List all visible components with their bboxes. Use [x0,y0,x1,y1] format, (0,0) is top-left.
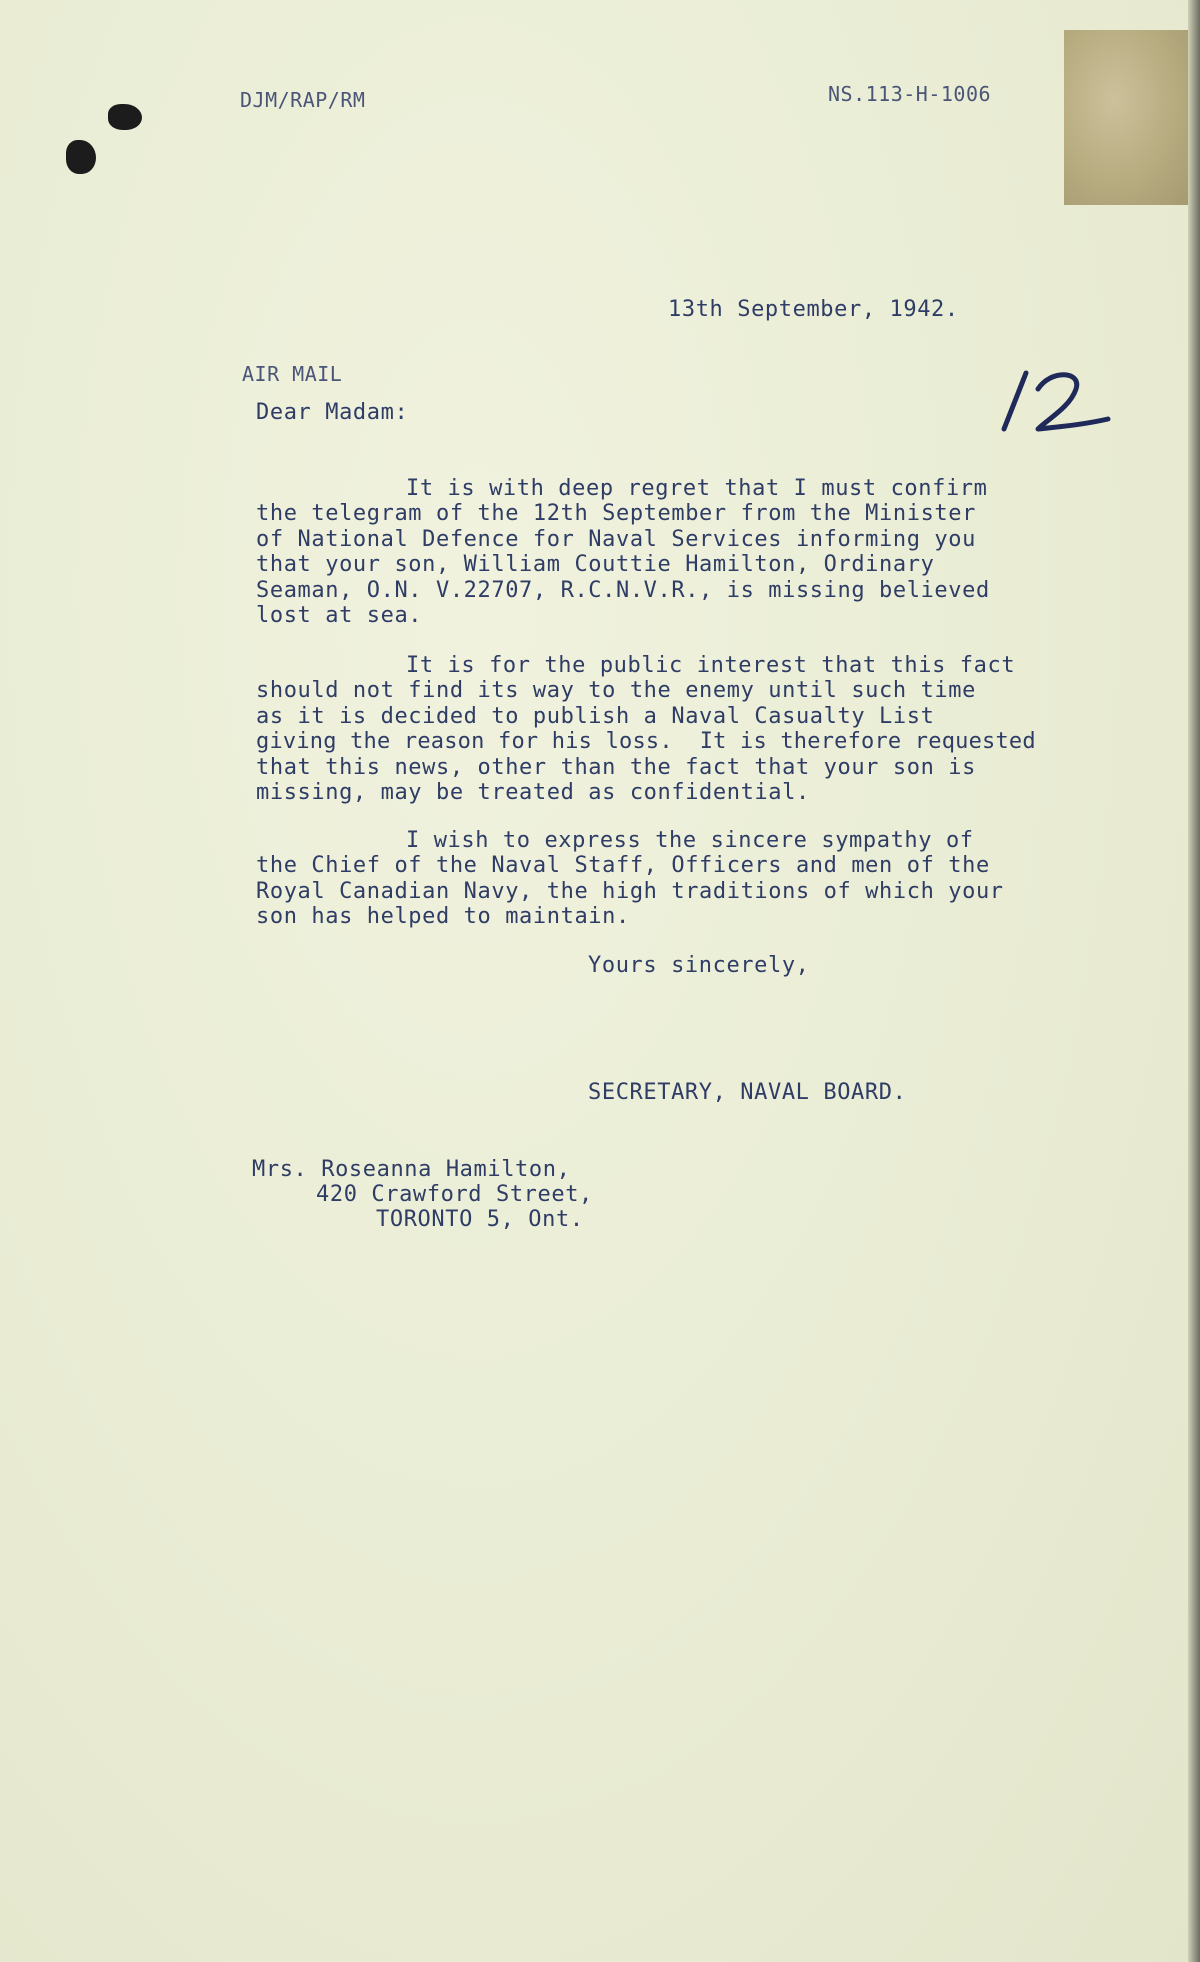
paper-stain [1064,30,1190,205]
paragraph-line: the Chief of the Naval Staff, Officers and men of the [256,853,990,879]
paragraph-line: that your son, William Couttie Hamilton, Ordinary [256,552,935,578]
paragraph-line: lost at sea. [256,603,423,629]
paragraph-line: I wish to express the sincere sympathy of [406,828,974,853]
signatory: SECRETARY, NAVAL BOARD. [588,1080,907,1105]
paragraph-line: It is with deep regret that I must confirm [406,476,988,501]
handwritten-mark-image [996,355,1116,445]
paragraph-line: the telegram of the 12th September from the Minister [256,501,976,527]
delivery-method: AIR MAIL [242,362,343,386]
page-edge-shadow [1188,0,1200,1962]
addressee-city: TORONTO 5, Ont. [376,1207,584,1232]
paragraph-1 [256,476,990,628]
reference-left: DJM/RAP/RM [240,88,366,112]
paragraph-line: giving the reason for his loss. It is therefore requested [256,729,1036,755]
punch-hole [108,104,142,130]
paragraph-line: as it is decided to publish a Naval Casualty List [256,703,935,729]
salutation: Dear Madam: [256,400,409,425]
paragraph-line: Royal Canadian Navy, the high traditions of which your [256,878,1004,904]
addressee-street: 420 Crawford Street, [316,1182,593,1207]
paragraph-3 [256,828,1004,930]
paragraph-line: son has helped to maintain. [256,904,630,930]
paragraph-2 [256,653,1036,805]
reference-right: NS.113-H-1006 [828,82,992,106]
paragraph-line: Seaman, O.N. V.22707, R.C.N.V.R., is missing believed [256,577,990,603]
paragraph-line: should not find its way to the enemy until such time [256,678,976,704]
paragraph-line: that this news, other than the fact that your son is [256,754,976,780]
closing: Yours sincerely, [588,953,810,978]
letter-date: 13th September, 1942. [668,297,959,322]
handwritten-number [996,355,1116,449]
paragraph-line: It is for the public interest that this fact [406,653,1016,678]
paragraph-line: of National Defence for Naval Services informing you [256,526,976,552]
paragraph-line: missing, may be treated as confidential. [256,780,810,806]
addressee-name: Mrs. Roseanna Hamilton, [252,1157,571,1182]
punch-hole [66,140,96,174]
